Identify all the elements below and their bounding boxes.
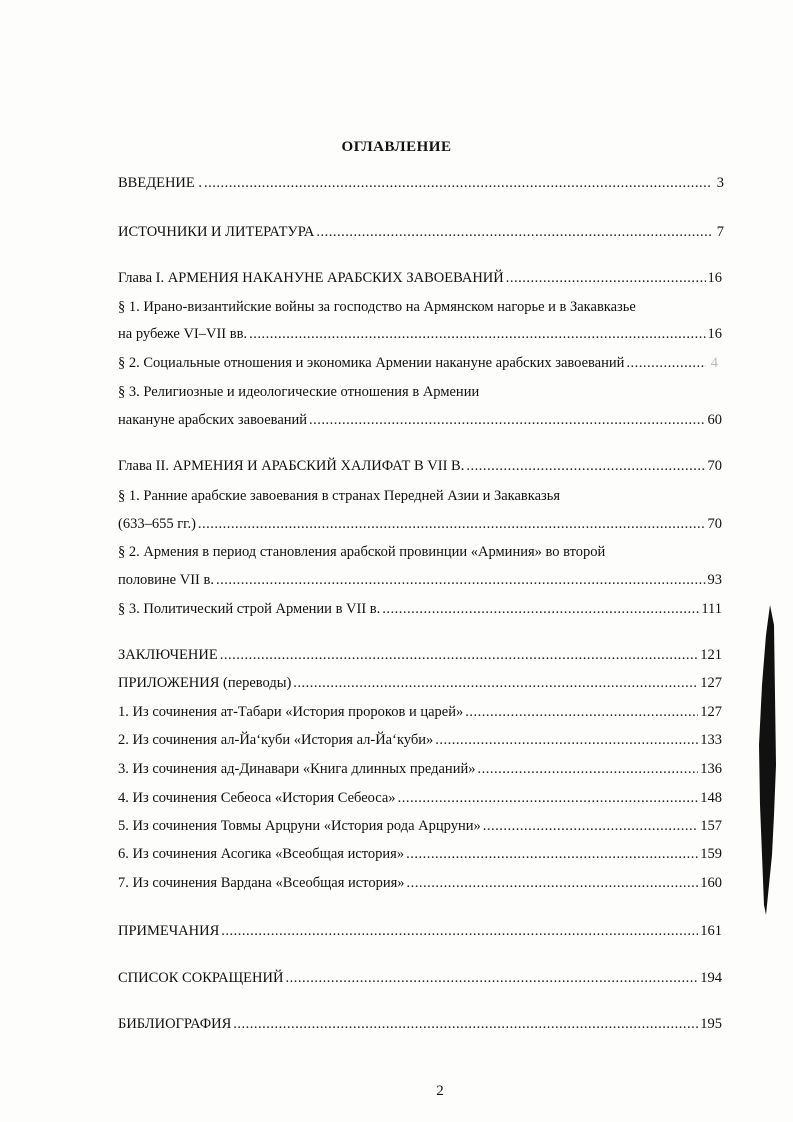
toc-entry-text: 7. Из сочинения Вардана «Всеобщая история» (118, 875, 405, 891)
leader-dots (477, 761, 698, 778)
toc-entry-appendix-7 (118, 875, 722, 895)
toc-page-number: 127 (700, 704, 722, 720)
toc-page-number: 160 (700, 875, 722, 891)
toc-entry-appendices (118, 675, 722, 695)
toc-entry-sources (118, 224, 724, 244)
toc-entry-ch2-section-3 (118, 601, 722, 621)
toc-entry-text: половине VII в. (118, 572, 214, 588)
toc-entry-appendix-2 (118, 732, 722, 752)
leader-dots (233, 1016, 698, 1033)
toc-entry-introduction (118, 175, 724, 195)
leader-dots (483, 818, 699, 835)
toc-page-number: 161 (700, 923, 722, 939)
toc-entry-text: ИСТОЧНИКИ И ЛИТЕРАТУРА (118, 224, 315, 240)
toc-entry-text: 2. Из сочинения ал-Йа‘куби «История ал-Йа‘куби» (118, 732, 434, 748)
toc-page-number: 70 (707, 516, 722, 532)
leader-dots (249, 326, 705, 343)
leader-dots (309, 412, 705, 429)
toc-entry-notes (118, 923, 722, 943)
toc-page-number: 70 (707, 458, 722, 474)
toc-entry-ch1-section-1-line1: § 1. Ирано-византийские войны за господство на Армянском нагорье и в Закавказье (118, 299, 636, 315)
leader-dots (285, 970, 698, 987)
toc-entry-text: СПИСОК СОКРАЩЕНИЙ (118, 970, 284, 986)
toc-entry-text: 1. Из сочинения ат-Табари «История пророков и царей» (118, 704, 464, 720)
toc-page-number: 195 (700, 1016, 722, 1032)
toc-page-number: 60 (707, 412, 722, 428)
toc-entry-appendix-3 (118, 761, 722, 781)
leader-dots (198, 516, 706, 533)
leader-dots (626, 355, 706, 372)
toc-page-number: 121 (700, 647, 722, 663)
leader-dots (216, 572, 706, 589)
toc-entry-appendix-5 (118, 818, 722, 838)
scan-edge-artifact (758, 605, 776, 915)
toc-page-number: 159 (700, 846, 722, 862)
leader-dots (221, 923, 698, 940)
toc-page-number: 111 (701, 601, 722, 617)
toc-entry-text: 4. Из сочинения Себеоса «История Себеоса» (118, 790, 396, 806)
toc-entry-text: ПРИМЕЧАНИЯ (118, 923, 220, 939)
toc-page-number: 4 (710, 355, 718, 371)
toc-page-number: 133 (700, 732, 722, 748)
toc-page-number: 148 (700, 790, 722, 806)
toc-entry-text: 6. Из сочинения Асогика «Всеобщая история» (118, 846, 405, 862)
toc-page-number: 127 (700, 675, 722, 691)
toc-entry-ch2-section-1-line1: § 1. Ранние арабские завоевания в странах Передней Азии и Закавказья (118, 488, 561, 504)
leader-dots (204, 175, 712, 192)
toc-entry-ch1-section-2 (118, 355, 718, 375)
toc-entry-text: 5. Из сочинения Товмы Арцруни «История рода Арцруни» (118, 818, 481, 834)
toc-entry-bibliography (118, 1016, 722, 1036)
toc-entry-chapter-1 (118, 270, 722, 290)
toc-entry-text: § 2. Социальные отношения и экономика Армении накануне арабских завоеваний (118, 355, 625, 371)
toc-entry-text: Глава I. АРМЕНИЯ НАКАНУНЕ АРАБСКИХ ЗАВОЕВАНИЙ (118, 270, 504, 286)
leader-dots (506, 270, 706, 287)
toc-entry-ch1-section-3 (118, 412, 722, 432)
leader-dots (316, 224, 712, 241)
toc-entry-ch1-section-1 (118, 326, 722, 346)
toc-entry-ch2-section-2 (118, 572, 722, 592)
toc-entry-appendix-4 (118, 790, 722, 810)
toc-entry-text: ПРИЛОЖЕНИЯ (переводы) (118, 675, 292, 691)
leader-dots (465, 704, 698, 721)
toc-entry-text: (633–655 гг.) (118, 516, 196, 532)
toc-entry-text: ЗАКЛЮЧЕНИЕ (118, 647, 218, 663)
toc-page-number: 16 (707, 270, 722, 286)
toc-entry-text: БИБЛИОГРАФИЯ (118, 1016, 232, 1032)
toc-entry-ch2-section-1 (118, 516, 722, 536)
toc-entry-text: ВВЕДЕНИЕ . (118, 175, 202, 191)
leader-dots (407, 875, 699, 892)
leader-dots (293, 675, 698, 692)
toc-page-number: 136 (700, 761, 722, 777)
toc-entry-ch2-section-2-line1: § 2. Армения в период становления арабской провинции «Арминия» во второй (118, 544, 606, 560)
toc-page-number: 16 (707, 326, 722, 342)
toc-page-number: 3 (716, 175, 724, 191)
toc-entry-abbreviations (118, 970, 722, 990)
leader-dots (406, 846, 698, 863)
leader-dots (466, 458, 705, 475)
toc-entry-text: § 3. Политический строй Армении в VII в. (118, 601, 381, 617)
toc-entry-conclusion (118, 647, 722, 667)
toc-entry-chapter-2 (118, 458, 722, 478)
toc-entry-text: накануне арабских завоеваний (118, 412, 308, 428)
toc-entry-text: Глава II. АРМЕНИЯ И АРАБСКИЙ ХАЛИФАТ В VII В. (118, 458, 465, 474)
leader-dots (220, 647, 699, 664)
toc-entry-text: на рубеже VI–VII вв. (118, 326, 248, 342)
toc-entry-appendix-6 (118, 846, 722, 866)
toc-page-number: 157 (700, 818, 722, 834)
toc-page-number: 7 (716, 224, 724, 240)
leader-dots (435, 732, 698, 749)
leader-dots (382, 601, 699, 618)
leader-dots (398, 790, 699, 807)
toc-entry-text: 3. Из сочинения ад-Динавари «Книга длинных преданий» (118, 761, 476, 777)
toc-entry-ch1-section-3-line1: § 3. Религиозные и идеологические отношения в Армении (118, 384, 480, 400)
toc-page-number: 93 (707, 572, 722, 588)
toc-entry-appendix-1 (118, 704, 722, 724)
page-number: 2 (436, 1083, 444, 1099)
toc-page-number: 194 (700, 970, 722, 986)
toc-title: ОГЛАВЛЕНИЕ (341, 139, 452, 155)
